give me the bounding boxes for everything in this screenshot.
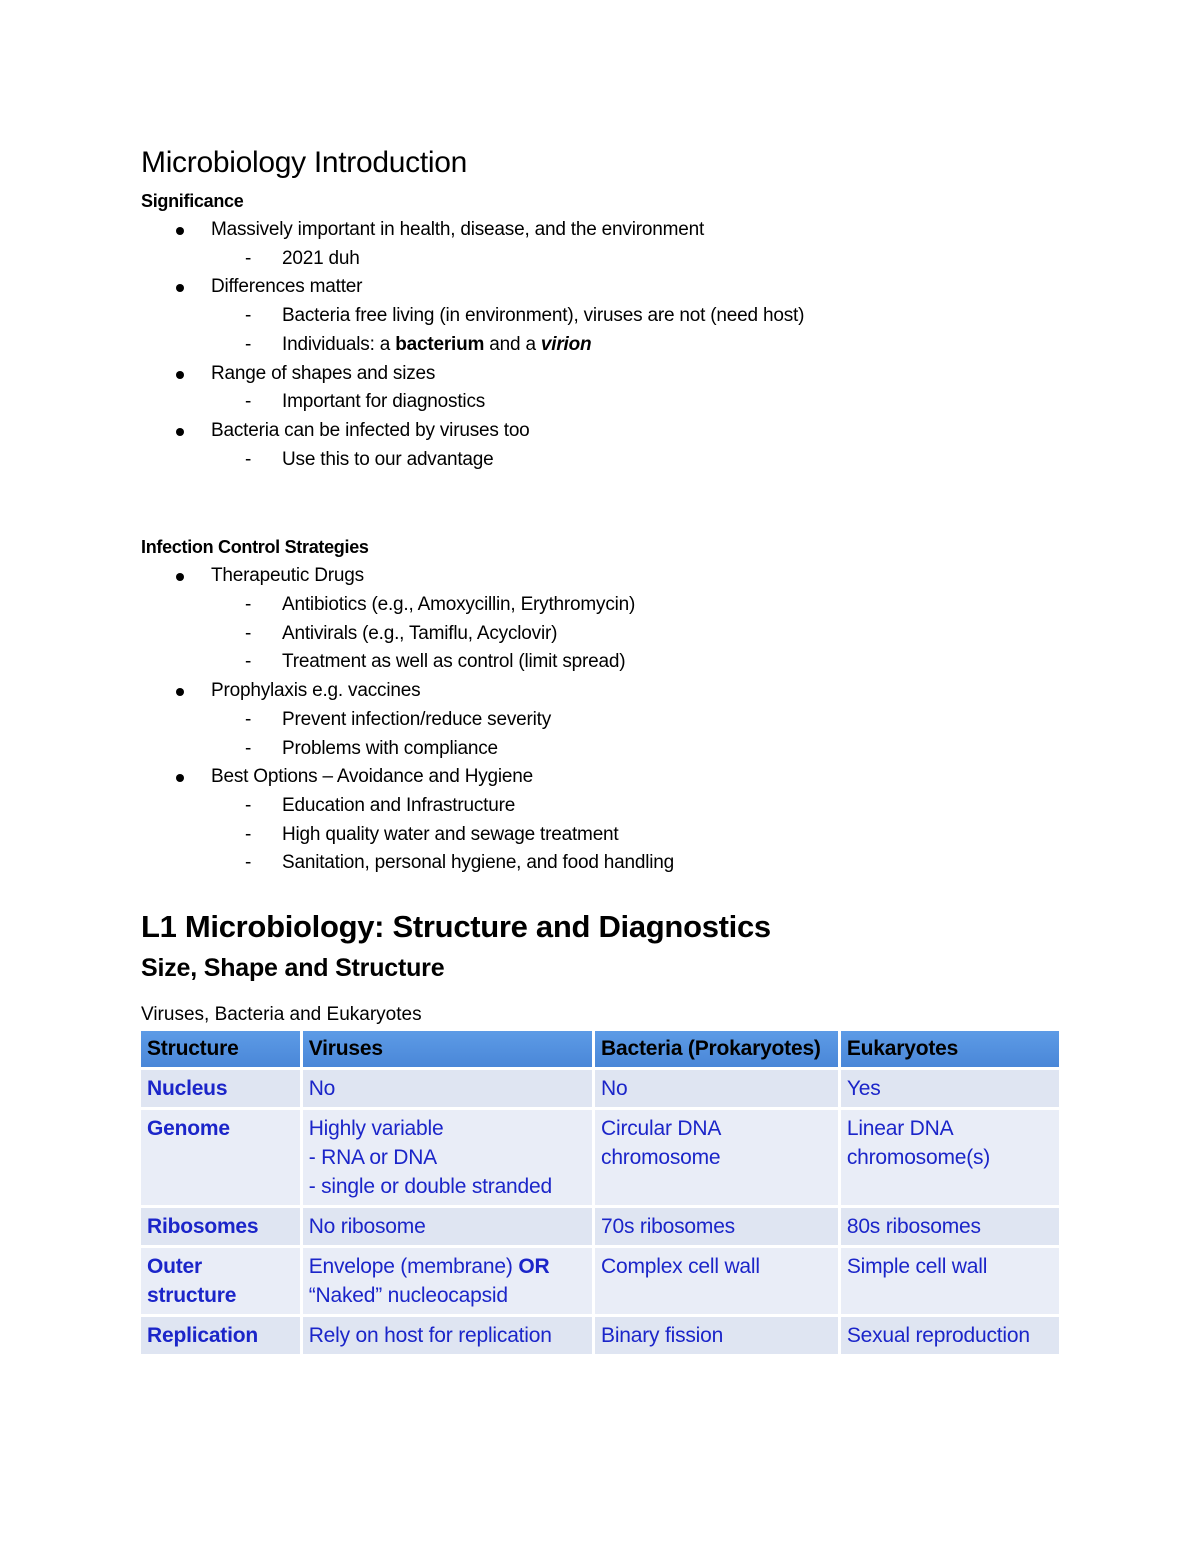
bullet-icon: [176, 284, 184, 292]
table-cell-outer-viruses: [303, 1248, 592, 1314]
table-cell: No: [303, 1070, 592, 1107]
sub-text: Treatment as well as control (limit spread): [282, 651, 626, 673]
list-item: [141, 417, 1071, 474]
significance-list: [141, 216, 1071, 474]
bullet-icon: [176, 688, 184, 696]
table-cell: 70s ribosomes: [595, 1208, 838, 1245]
bullet-icon: [176, 371, 184, 379]
header-cell: Structure: [141, 1031, 300, 1067]
table-row: [141, 1208, 1059, 1245]
l1-title: L1 Microbiology: Structure and Diagnostics: [141, 909, 771, 945]
header-cell: Viruses: [303, 1031, 592, 1067]
table-row: [141, 1317, 1059, 1354]
sub-text: Problems with compliance: [282, 737, 498, 759]
table-cell: Highly variable - RNA or DNA - single or double stranded: [303, 1110, 592, 1205]
list-item: [141, 562, 1071, 677]
list-item: [141, 216, 1071, 273]
list-item: [141, 360, 1071, 417]
bullet-text: Range of shapes and sizes: [211, 362, 436, 384]
sub-text: High quality water and sewage treatment: [282, 823, 619, 845]
table-row: [141, 1110, 1059, 1205]
table-cell: Binary fission: [595, 1317, 838, 1354]
bold-term: OR: [518, 1255, 550, 1279]
l1-subtitle: Size, Shape and Structure: [141, 954, 445, 983]
bullet-icon: [176, 227, 184, 235]
sub-text: Bacteria free living (in environment), viruses are not (need host): [282, 305, 805, 327]
sub-text: Prevent infection/reduce severity: [282, 708, 552, 730]
bullet-text: Bacteria can be infected by viruses too: [211, 419, 530, 441]
table-header-row: [141, 1031, 1059, 1067]
row-header-cell: Genome: [141, 1110, 300, 1205]
table-row: [141, 1248, 1059, 1314]
sub-list-item: - Antivirals (e.g., Tamiflu, Acyclovir): [245, 622, 558, 644]
sub-list-item: - Problems with compliance: [245, 737, 498, 759]
list-item: [141, 273, 1071, 359]
header-cell: Bacteria (Prokaryotes): [595, 1031, 838, 1067]
sub-text: Important for diagnostics: [282, 391, 486, 413]
sub-text: 2021 duh: [282, 247, 360, 269]
header-cell: Eukaryotes: [841, 1031, 1059, 1067]
bullet-text: Therapeutic Drugs: [211, 565, 364, 587]
sub-text: Use this to our advantage: [282, 448, 494, 470]
infection-list: [141, 562, 1071, 878]
bullet-icon: [176, 428, 184, 436]
table-cell: No: [595, 1070, 838, 1107]
sub-text: Antivirals (e.g., Tamiflu, Acyclovir): [282, 622, 558, 644]
sub-list-item: - Treatment as well as control (limit spread): [245, 651, 626, 673]
table-cell: Linear DNA chromosome(s): [841, 1110, 1059, 1205]
table-cell: Sexual reproduction: [841, 1317, 1059, 1354]
significance-heading: Significance: [141, 191, 244, 211]
sub-text: and a: [484, 333, 541, 355]
bullet-text: Best Options – Avoidance and Hygiene: [211, 766, 534, 788]
sub-text: Sanitation, personal hygiene, and food handling: [282, 852, 675, 874]
page-title: Microbiology Introduction: [141, 146, 468, 179]
bullet-text: Massively important in health, disease, and the environment: [211, 219, 705, 240]
infection-heading: Infection Control Strategies: [141, 537, 369, 558]
bullet-text: Prophylaxis e.g. vaccines: [211, 680, 421, 702]
sub-list-item: - Individuals: a bacterium and a virion: [245, 333, 592, 355]
list-item: [141, 677, 1071, 763]
row-header-cell: Nucleus: [141, 1070, 300, 1107]
table-cell: Rely on host for replication: [303, 1317, 592, 1354]
table-caption: Viruses, Bacteria and Eukaryotes: [141, 1004, 422, 1026]
bullet-text: Differences matter: [211, 276, 363, 298]
sub-list-item: - 2021 duh: [245, 247, 360, 269]
sub-list-item: - Antibiotics (e.g., Amoxycillin, Erythromycin): [245, 594, 636, 616]
table-cell: 80s ribosomes: [841, 1208, 1059, 1245]
sub-list-item: - Prevent infection/reduce severity: [245, 708, 552, 730]
table-cell: Circular DNA chromosome: [595, 1110, 838, 1205]
table-cell: Simple cell wall: [841, 1248, 1059, 1314]
comparison-table: [138, 1028, 1062, 1357]
document-page: [141, 140, 1071, 1357]
list-item: [141, 763, 1071, 878]
bullet-icon: [176, 573, 184, 581]
row-header-cell: Replication: [141, 1317, 300, 1354]
sub-text: Antibiotics (e.g., Amoxycillin, Erythromycin): [282, 594, 636, 616]
sub-list-item: - Use this to our advantage: [245, 448, 494, 470]
table-cell: No ribosome: [303, 1208, 592, 1245]
bullet-icon: [176, 774, 184, 782]
table-cell: Complex cell wall: [595, 1248, 838, 1314]
sub-text: Education and Infrastructure: [282, 794, 516, 816]
bold-italic-term: virion: [540, 333, 592, 355]
sub-list-item: - Important for diagnostics: [245, 391, 486, 413]
sub-list-item: - Bacteria free living (in environment), viruses are not (need host): [245, 305, 805, 327]
row-header-cell: Outer structure: [141, 1248, 300, 1314]
sub-list-item: - Sanitation, personal hygiene, and food handling: [245, 852, 675, 874]
table-row: [141, 1070, 1059, 1107]
bold-term: bacterium: [395, 333, 485, 355]
cell-text: “Naked” nucleocapsid: [308, 1284, 508, 1308]
row-header-cell: Ribosomes: [141, 1208, 300, 1245]
sub-list-item: - High quality water and sewage treatment: [245, 823, 619, 845]
sub-list-item: - Education and Infrastructure: [245, 794, 516, 816]
table-cell: Yes: [841, 1070, 1059, 1107]
sub-text: Individuals: a: [282, 333, 396, 355]
cell-text: Envelope (membrane): [308, 1255, 519, 1279]
